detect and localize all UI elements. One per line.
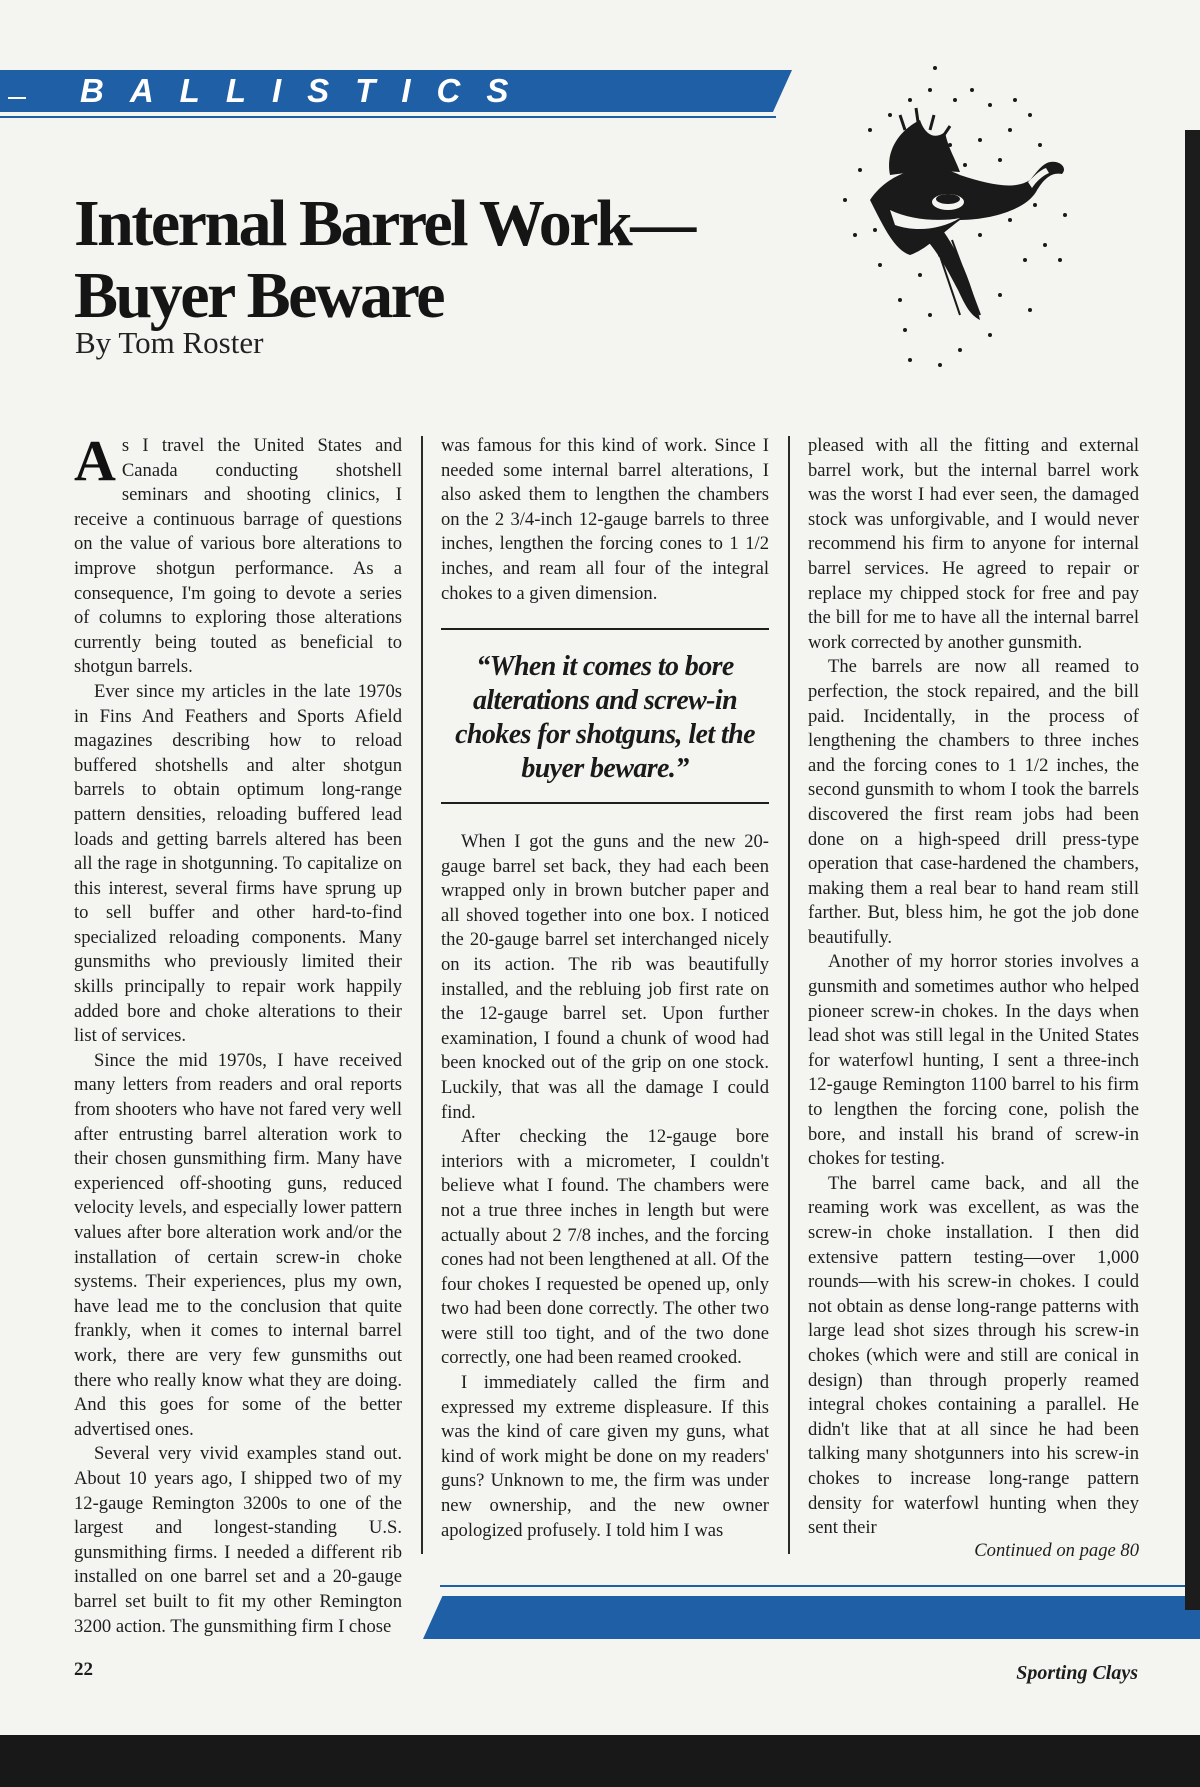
footer-rule — [440, 1585, 1200, 1587]
column-rule — [421, 436, 423, 1554]
paragraph: When I got the guns and the new 20-gauge barrel set back, they had each been wrapped only in brown butcher paper and all shoved together into one box. I noticed the 20-gauge barrel set interchanged nicely on its action. The rib was beautifully installed, and the rebluing job first rate on the 12-gauge barrel set. Upon further examination, I found a chunk of wood had been knocked out of the grip on one stock. Luckily, that was all the damage I could find. — [441, 831, 769, 1123]
paragraph: The barrel came back, and all the reaming work was excellent, as was the screw-in choke installation. I then did extensive pattern testing—over 1,000 rounds—with his screw-in chokes. I could not obtain as dense long-range patterns with large lead shot sizes through his screw-in chokes (which were and still are conical in design) than through properly reamed integral chokes containing a parallel. He didn't like that at all since he had been talking many shotgunners into his screw-in chokes to increase long-range pattern density for waterfowl hunting when they sent their — [808, 1172, 1139, 1539]
flying-goose-with-shot-pattern-icon — [830, 60, 1110, 380]
magazine-name: Sporting Clays — [1016, 1662, 1138, 1684]
footer-bar — [423, 1596, 1200, 1639]
headline-line-2: Buyer Beware — [74, 259, 443, 332]
page-edge-shadow — [1185, 130, 1200, 1610]
byline: By Tom Roster — [75, 325, 264, 360]
banner-rule — [0, 116, 776, 118]
section-label: BALLISTICS — [80, 72, 535, 109]
article-column-1 — [74, 428, 402, 1639]
paragraph — [74, 428, 402, 680]
continued-note: Continued on page 80 — [974, 1540, 1139, 1561]
paragraph: The barrels are now all reamed to perfection, the stock repaired, and the bill paid. Incidentally, in the process of lengthening the chambers to three inches and the forcing cones to 1 1/2 inches, the second gunsmith to whom I took the barrels discovered the first ream jobs had been done on a high-speed drill press-type operation that case-hardened the chambers, making them a real bear to hand ream still farther. But, bless him, he got the job done beautifully. — [808, 656, 1139, 948]
paragraph: I immediately called the firm and expressed my extreme displeasure. If this was the kind of care given my guns, what kind of work might be done on my readers' guns? Unknown to me, the firm was under new ownership, and the new owner apologized profusely. I told him I was — [441, 1372, 769, 1541]
paragraph: Ever since my articles in the late 1970s in Fins And Feathers and Sports Afield magazines describing how to reload buffered shotshells and alter shotgun barrels to obtain optimum long-range pattern densities, reloading buffered lead loads and getting barrels altered has been all the rage in shotgunning. To capitalize on this interest, several firms have sprung up to sell buffer and other hard-to-find specialized reloading components. Many gunsmiths who previously limited their skills principally to repair work happily added bore and choke alterations to their list of services. — [74, 680, 402, 1047]
paragraph: Since the mid 1970s, I have received many letters from readers and oral reports from shooters who have not fared very well after entrusting barrel alteration work to their chosen gunsmithing firm. Many have experienced off-shooting guns, reduced velocity levels, and especially lower pattern values after bore alteration work and/or the installation of certain screw-in choke systems. Their experiences, plus my own, have lead me to the conclusion that quite frankly, when it comes to internal barrel work, there are very few gunsmiths out there who really know what they are doing. And this goes for some of the better advertised ones. — [74, 1049, 402, 1440]
paragraph: pleased with all the fitting and external barrel work, but the internal barrel work was the worst I had ever seen, the damaged stock was unforgivable, and I would never recommend his firm to anyone for internal barrel services. He agreed to repair or replace my chipped stock for free and pay the bill for me to have all the internal barrel work corrected by another gunsmith. — [808, 435, 1139, 653]
paragraph: was famous for this kind of work. Since I needed some internal barrel alterations, I also asked them to lengthen the chambers on the 2 3/4-inch 12-gauge barrels to three inches, lengthen the forcing cones to 1 1/2 inches, and ream all four of the integral chokes to a given dimension. — [441, 435, 769, 604]
column-rule — [788, 436, 790, 1554]
paragraph: Several very vivid examples stand out. About 10 years ago, I shipped two of my 12-gauge Remington 3200s to one of the largest and longest-standing U.S. gunsmithing firms. I needed a different rib installed on one barrel set and a 20-gauge barrel set built to fit my other Remington 3200 action. The gunsmithing firm I chose — [74, 1443, 402, 1637]
drop-cap: A — [74, 428, 116, 493]
scan-border — [0, 1735, 1200, 1787]
article-column-3 — [808, 434, 1139, 1541]
pull-quote: “When it comes to bore alterations and screw-in chokes for shotguns, let the buyer beware.” — [441, 628, 769, 804]
paragraph: Another of my horror stories involves a gunsmith and sometimes author who helped pioneer screw-in chokes. In the days when lead shot was still legal in the United States for waterfowl hunting, I sent a three-inch 12-gauge Remington 1100 barrel to his firm to lengthen the forcing cone, polish the bore, and install his brand of screw-in chokes for testing. — [808, 951, 1139, 1170]
page-number: 22 — [74, 1659, 93, 1680]
banner-dash — [8, 97, 26, 99]
headline — [74, 188, 794, 332]
paragraph-text: s I travel the United States and Canada conducting shotshell seminars and shooting clinics, I receive a continuous barrage of questions on the value of various bore alterations to improve shotgun performance. As a consequence, I'm going to devote a series of columns to exploring those alterations currently being touted as beneficial to shotgun barrels. — [74, 435, 402, 678]
article-column-2-top — [441, 434, 769, 606]
headline-line-1: Internal Barrel Work— — [74, 187, 694, 260]
article-column-2-bottom — [441, 830, 769, 1543]
paragraph: After checking the 12-gauge bore interiors with a micrometer, I couldn't believe what I found. The chambers were not a true three inches in length but were actually about 2 7/8 inches, and the forcing cones had not been lengthened at all. Of the four chokes I requested be opened up, only two had been done correctly. The other two were still too tight, and of the two done correctly, one had been reamed crooked. — [441, 1126, 769, 1369]
